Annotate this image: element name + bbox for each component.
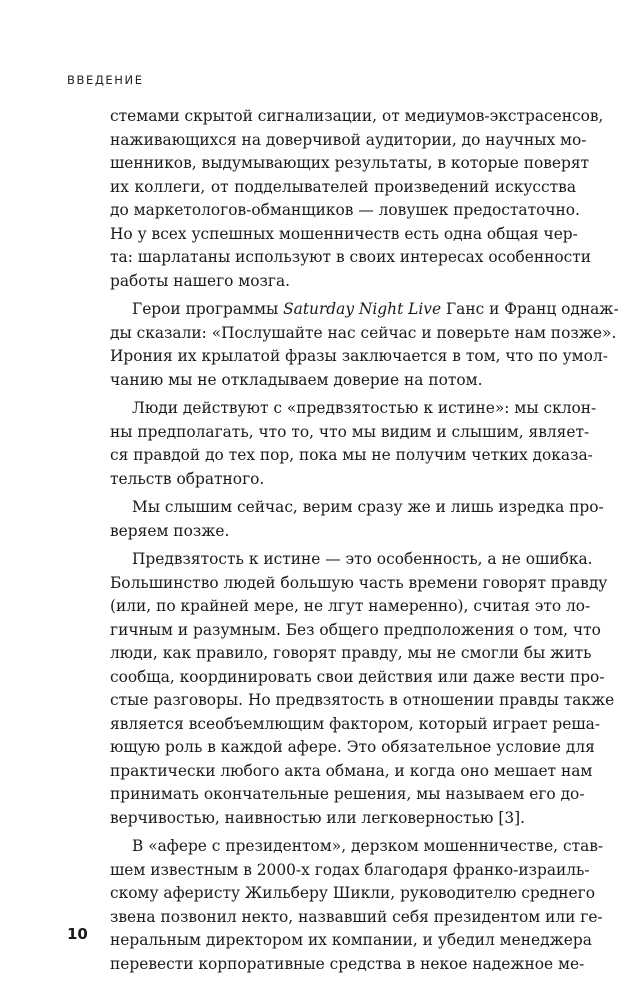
text-line: принимать окончательные решения, мы называем его до-: [110, 785, 585, 803]
text-line: работы нашего мозга.: [110, 271, 291, 290]
text-line: Большинство людей большую часть времени говорят правду: [110, 573, 608, 592]
text-line: В «афере с президентом», дерзком мошенничестве, став-: [132, 837, 604, 855]
text-line: до маркетологов-обманщиков — ловушек предостаточно.: [110, 201, 580, 219]
text-line: стемами скрытой сигнализации, от медиумов-экстрасенсов,: [110, 107, 604, 125]
text-line: люди, как правило, говорят правду, мы не смогли бы жить: [110, 644, 592, 662]
text-line: Но у всех успешных мошенничеств есть одна общая чер-: [110, 224, 578, 243]
text-line: (или, по крайней мере, не лгут намеренно), считая это ло-: [110, 597, 591, 615]
text-line: ны предполагать, что то, что мы видим и слышим, являет-: [110, 422, 590, 441]
text-line: сообща, координировать свои действия или даже вести про-: [110, 667, 605, 686]
text-line: Мы слышим сейчас, верим сразу же и лишь изредка про-: [132, 498, 604, 516]
text-line: их коллеги, от подделывателей произведений искусства: [110, 177, 576, 196]
text-line: неральным директором их компании, и убедил менеджера: [110, 931, 592, 949]
body-text: [110, 105, 619, 976]
text-line: Ирония их крылатой фразы заключается в том, что по умол-: [110, 347, 608, 365]
text-line: шем известным в 2000-х годах благодаря франко-израиль-: [110, 860, 590, 879]
text-line: звена позвонил некто, назвавший себя президентом или ге-: [110, 907, 603, 926]
text-run: Ганс и Франц однаж-: [441, 300, 619, 318]
text-line: ся правдой до тех пор, пока мы не получим четких доказа-: [110, 446, 593, 464]
text-line: чанию мы не откладываем доверие на потом.: [110, 370, 483, 389]
text-line: верчивостью, наивностью или легковерностью [3].: [110, 808, 526, 827]
running-head: ВВЕДЕНИЕ: [67, 73, 144, 87]
text-line: шенников, выдумывающих результаты, в которые поверят: [110, 154, 590, 172]
text-line: ды сказали: «Послушайте нас сейчас и поверьте нам позже».: [110, 323, 617, 342]
show-title-italic: Saturday Night Live: [283, 300, 442, 318]
text-run: Герои программы: [132, 300, 284, 318]
text-line: перевести корпоративные средства в некое надежное ме-: [110, 954, 585, 973]
text-line: Предвзятость к истине — это особенность, а не ошибка.: [132, 550, 593, 568]
text-line: тельств обратного.: [110, 469, 265, 488]
text-line: является всеобъемлющим фактором, который играет реша-: [110, 714, 601, 733]
text-line: наживающихся на доверчивой аудитории, до научных мо-: [110, 130, 587, 149]
text-line: та: шарлатаны используют в своих интересах особенности: [110, 248, 592, 266]
page-number: 10: [67, 925, 88, 943]
text-line: скому аферисту Жильберу Шикли, руководителю среднего: [110, 884, 595, 902]
text-line: [110, 298, 619, 322]
text-line: практически любого акта обмана, и когда оно мешает нам: [110, 761, 593, 780]
text-line: стые разговоры. Но предвзятость в отношении правды также: [110, 691, 615, 709]
text-line: ющую роль в каждой афере. Это обязательное условие для: [110, 738, 595, 756]
text-line: веряем позже.: [110, 521, 230, 540]
text-line: гичным и разумным. Без общего предположения о том, что: [110, 620, 601, 639]
text-line: Люди действуют с «предвзятостью к истине»: мы склон-: [132, 399, 597, 417]
